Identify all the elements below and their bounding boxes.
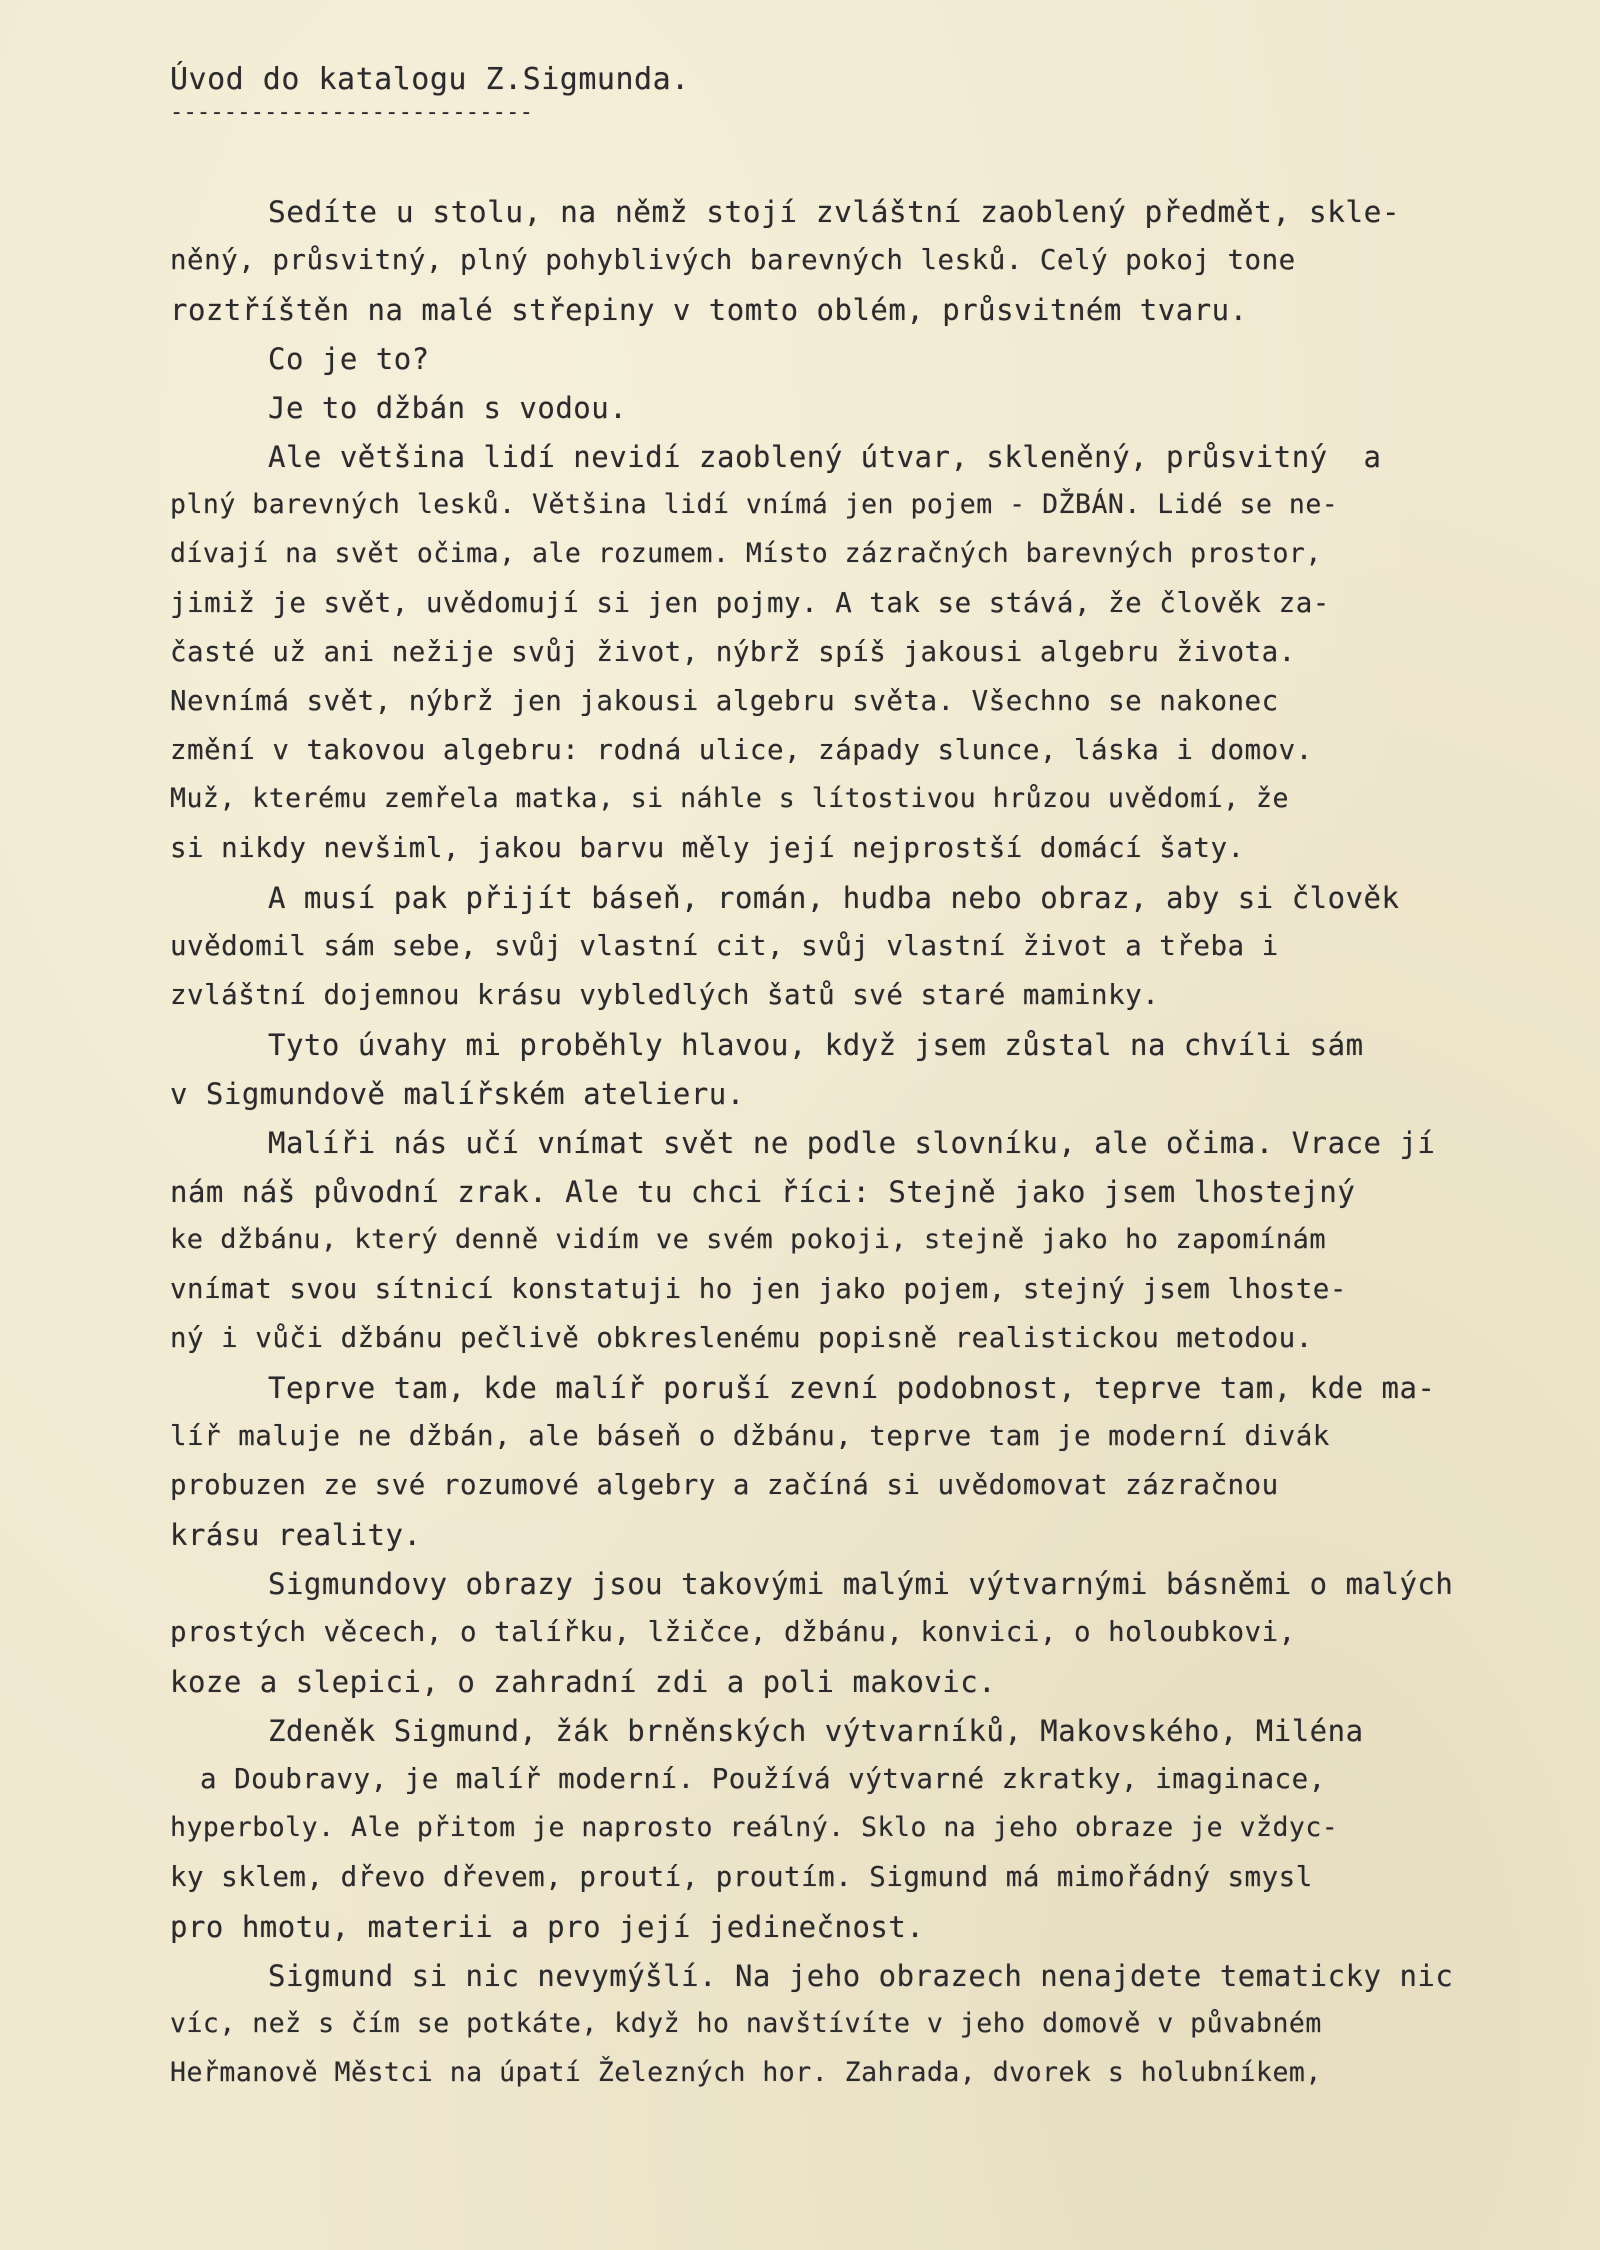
text-line: zvláštní dojemnou krásu vybledlých šatů své staré maminky. — [170, 979, 1160, 1011]
text-line: krásu reality. — [170, 1518, 422, 1552]
text-line: a Doubravy, je malíř moderní. Používá výtvarné zkratky, imaginace, — [200, 1763, 1326, 1795]
text-line: ky sklem, dřevo dřevem, proutí, proutím. Sigmund má mimořádný smysl — [170, 1861, 1313, 1893]
text-line: koze a slepici, o zahradní zdi a poli makovic. — [170, 1665, 997, 1699]
text-line: vnímat svou sítnicí konstatuji ho jen jako pojem, stejný jsem lhoste- — [170, 1273, 1347, 1305]
text-line: víc, než s čím se potkáte, když ho navštívíte v jeho domově v půvabném — [170, 2008, 1322, 2039]
text-line: plný barevných lesků. Většina lidí vnímá jen pojem - DŽBÁN. Lidé se ne- — [170, 489, 1339, 520]
text-line: prostých věcech, o talířku, lžičce, džbánu, konvici, o holoubkovi, — [170, 1616, 1296, 1648]
text-line: Sedíte u stolu, na němž stojí zvláštní zaoblený předmět, skle- — [268, 195, 1401, 229]
text-line: dívají na svět očima, ale rozumem. Místo zázračných barevných prostor, — [170, 538, 1322, 569]
text-line: změní v takovou algebru: rodná ulice, západy slunce, láska i domov. — [170, 734, 1313, 766]
text-line: probuzen ze své rozumové algebry a začíná si uvědomovat zázračnou — [170, 1469, 1279, 1501]
text-line: jimiž je svět, uvědomují si jen pojmy. A tak se stává, že člověk za- — [170, 587, 1330, 619]
text-line: hyperboly. Ale přitom je naprosto reálný. Sklo na jeho obraze je vždyc- — [170, 1812, 1339, 1843]
text-line: Co je to? — [268, 342, 430, 376]
title-underline: --------------------------- — [170, 100, 534, 125]
text-line: A musí pak přijít báseň, román, hudba nebo obraz, aby si člověk — [268, 881, 1400, 915]
text-line: pro hmotu, materii a pro její jedinečnost. — [170, 1910, 925, 1944]
text-line: Malíři nás učí vnímat svět ne podle slovníku, ale očima. Vrace jí — [268, 1126, 1436, 1160]
document-title: Úvod do katalogu Z.Sigmunda. — [170, 62, 690, 97]
text-line: Tyto úvahy mi proběhly hlavou, když jsem zůstal na chvíli sám — [268, 1028, 1364, 1062]
text-line: Je to džbán s vodou. — [268, 391, 628, 425]
text-line: Nevnímá svět, nýbrž jen jakousi algebru světa. Všechno se nakonec — [170, 685, 1279, 717]
text-line: roztříštěn na malé střepiny v tomto oblém, průsvitném tvaru. — [170, 293, 1248, 327]
text-line: Zdeněk Sigmund, žák brněnských výtvarníků, Makovského, Miléna — [268, 1714, 1364, 1748]
text-line: Heřmanově Městci na úpatí Železných hor. Zahrada, dvorek s holubníkem, — [170, 2057, 1322, 2088]
text-line: Muž, kterému zemřela matka, si náhle s lítostivou hrůzou uvědomí, že — [170, 783, 1289, 814]
text-line: Teprve tam, kde malíř poruší zevní podobnost, teprve tam, kde ma- — [268, 1371, 1436, 1405]
text-line: Sigmund si nic nevymýšlí. Na jeho obrazech nenajdete tematicky nic — [268, 1959, 1454, 1993]
text-line: ke džbánu, který denně vidím ve svém pokoji, stejně jako ho zapomínám — [170, 1224, 1327, 1255]
text-line: Ale většina lidí nevidí zaoblený útvar, skleněný, průsvitný a — [268, 440, 1382, 474]
text-line: uvědomil sám sebe, svůj vlastní cit, svůj vlastní život a třeba i — [170, 930, 1279, 962]
text-line: něný, průsvitný, plný pohyblivých barevných lesků. Celý pokoj tone — [170, 244, 1296, 276]
text-line: líř maluje ne džbán, ale báseň o džbánu, teprve tam je moderní divák — [170, 1420, 1330, 1452]
text-line: Sigmundovy obrazy jsou takovými malými výtvarnými básněmi o malých — [268, 1567, 1454, 1601]
text-line: si nikdy nevšiml, jakou barvu měly její nejprostší domácí šaty. — [170, 832, 1245, 864]
text-line: ný i vůči džbánu pečlivě obkreslenému popisně realistickou metodou. — [170, 1322, 1313, 1354]
text-line: nám náš původní zrak. Ale tu chci říci: Stejně jako jsem lhostejný — [170, 1175, 1356, 1209]
text-line: časté už ani nežije svůj život, nýbrž spíš jakousi algebru života. — [170, 636, 1296, 668]
text-line: v Sigmundově malířském atelieru. — [170, 1077, 745, 1111]
